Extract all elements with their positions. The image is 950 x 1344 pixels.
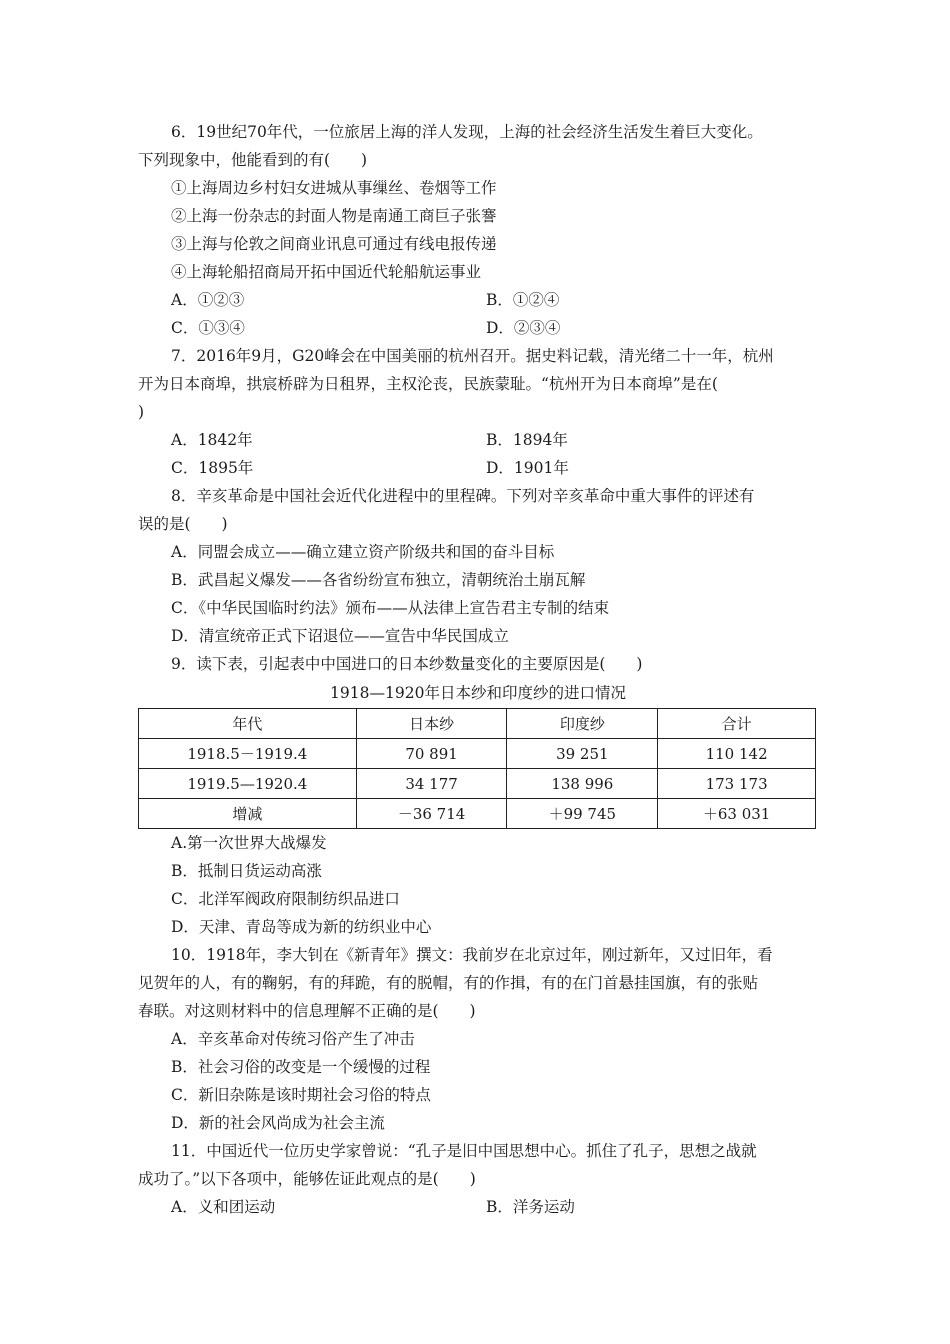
table-header-row: [139, 709, 816, 739]
q6-options-row1: [138, 286, 818, 314]
q7-option-d: D．1901年: [486, 459, 569, 477]
table-cell: 34 177: [356, 769, 507, 799]
q9-table-title: 1918—1920年日本纱和印度纱的进口情况: [330, 684, 626, 702]
q10-stem-line2: 见贺年的人，有的鞠躬，有的拜跪，有的脱帽，有的作揖，有的在门首悬挂国旗，有的张贴: [138, 974, 759, 992]
q10-option-a: A．辛亥革命对传统习俗产生了冲击: [171, 1030, 415, 1048]
q6-item-3: ③上海与伦敦之间商业讯息可通过有线电报传递: [171, 235, 497, 253]
table-cell: 1918.5－1919.4: [139, 739, 357, 769]
q7-options-row1: [138, 426, 818, 454]
q10-option-d: D．新的社会风尚成为社会主流: [171, 1114, 385, 1132]
q9-option-d: D．天津、青岛等成为新的纺织业中心: [171, 918, 432, 936]
q9-option-a: A.第一次世界大战爆发: [171, 834, 327, 852]
q6-option-c: C．①③④: [171, 319, 245, 337]
table-row: [139, 799, 816, 829]
q8-option-d: D．清宣统帝正式下诏退位——宣告中华民国成立: [171, 627, 509, 645]
q10-stem-line3: 春联。对这则材料中的信息理解不正确的是( ): [138, 1002, 476, 1020]
q9-option-b: B．抵制日货运动高涨: [171, 862, 322, 880]
q7-stem-line3: ): [138, 403, 145, 421]
q6-option-d: D．②③④: [486, 319, 561, 337]
q8-option-b: B．武昌起义爆发——各省纷纷宣布独立，清朝统治土崩瓦解: [171, 571, 586, 589]
q9-option-c: C．北洋军阀政府限制纺织品进口: [171, 890, 400, 908]
table-cell: 110 142: [658, 739, 816, 769]
q7-option-b: B．1894年: [486, 431, 568, 449]
q6-option-a: A．①②③: [171, 291, 245, 309]
question-8: [138, 482, 818, 650]
question-11: [138, 1137, 818, 1221]
q6-item-4: ④上海轮船招商局开拓中国近代轮船航运事业: [171, 263, 482, 281]
q7-options-row2: [138, 454, 818, 482]
table-row: [139, 739, 816, 769]
q6-stem-line2: 下列现象中，他能看到的有( ): [138, 151, 368, 169]
q6-item-2: ②上海一份杂志的封面人物是南通工商巨子张謇: [171, 207, 497, 225]
table-cell: 138 996: [507, 769, 658, 799]
q7-stem-line2: 开为日本商埠，拱宸桥辟为日租界，主权沦丧，民族蒙耻。“杭州开为日本商埠”是在(: [138, 375, 718, 393]
q7-option-c: C．1895年: [171, 459, 254, 477]
q10-stem-line1: 10．1918年，李大钊在《新青年》撰文：我前岁在北京过年，刚过新年，又过旧年，看: [171, 946, 773, 964]
q6-item-1: ①上海周边乡村妇女进城从事缫丝、卷烟等工作: [171, 179, 497, 197]
question-10: [138, 941, 818, 1137]
q8-option-c: C．《中华民国临时约法》颁布——从法律上宣告君主专制的结束: [171, 599, 610, 617]
q6-stem-line1: 6．19世纪70年代，一位旅居上海的洋人发现，上海的社会经济生活发生着巨大变化。: [171, 123, 763, 141]
q9-stem: 9．读下表，引起表中中国进口的日本纱数量变化的主要原因是( ): [171, 655, 643, 673]
q6-option-b: B．①②④: [486, 291, 560, 309]
table-cell: －36 714: [356, 799, 507, 829]
table-cell: 173 173: [658, 769, 816, 799]
table-header-cell: 合计: [658, 709, 816, 739]
q8-option-a: A．同盟会成立——确立建立资产阶级共和国的奋斗目标: [171, 543, 555, 561]
q11-option-a: A．义和团运动: [171, 1198, 276, 1216]
table-header-cell: 日本纱: [356, 709, 507, 739]
table-cell: ＋99 745: [507, 799, 658, 829]
q10-option-b: B．社会习俗的改变是一个缓慢的过程: [171, 1058, 431, 1076]
table-cell: ＋63 031: [658, 799, 816, 829]
q8-stem-line1: 8．辛亥革命是中国社会近代化进程中的里程碑。下列对辛亥革命中重大事件的评述有: [171, 487, 755, 505]
q6-options-row2: [138, 314, 818, 342]
question-7: [138, 342, 818, 482]
q9-data-table: [138, 708, 816, 829]
q11-option-b: B．洋务运动: [486, 1198, 575, 1216]
q11-stem-line1: 11．中国近代一位历史学家曾说：“孔子是旧中国思想中心。抓住了孔子，思想之战就: [171, 1142, 757, 1160]
table-cell: 增减: [139, 799, 357, 829]
question-9: [138, 650, 818, 941]
q7-option-a: A．1842年: [171, 431, 253, 449]
q11-stem-line2: 成功了。”以下各项中，能够佐证此观点的是( ): [138, 1170, 476, 1188]
question-6: [138, 118, 818, 342]
table-cell: 39 251: [507, 739, 658, 769]
table-header-cell: 年代: [139, 709, 357, 739]
table-header-cell: 印度纱: [507, 709, 658, 739]
table-row: [139, 769, 816, 799]
table-cell: 1919.5—1920.4: [139, 769, 357, 799]
q8-stem-line2: 误的是( ): [138, 515, 228, 533]
table-cell: 70 891: [356, 739, 507, 769]
q7-stem-line1: 7．2016年9月，G20峰会在中国美丽的杭州召开。据史料记载，清光绪二十一年，杭州: [171, 347, 774, 365]
exam-page: [138, 118, 818, 1221]
q10-option-c: C．新旧杂陈是该时期社会习俗的特点: [171, 1086, 431, 1104]
q11-options-row1: [138, 1193, 818, 1221]
